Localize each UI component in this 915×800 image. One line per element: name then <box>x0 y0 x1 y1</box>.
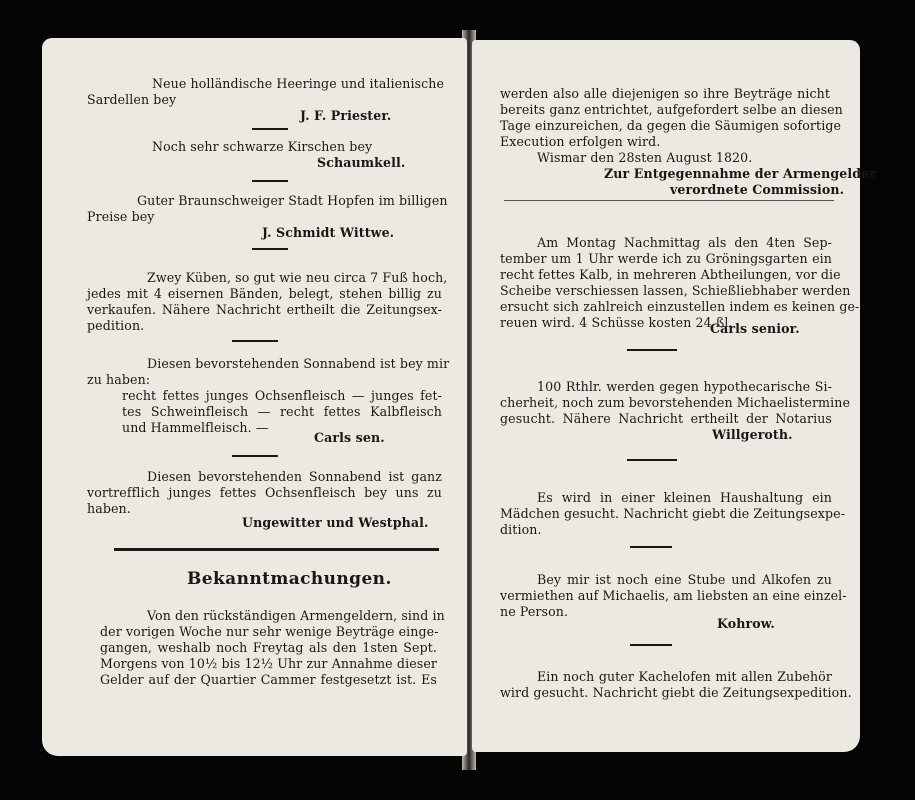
ad8-line-3: gesucht. Nähere Nachricht ertheilt der Notarius <box>500 411 832 426</box>
ad2-line-1: Noch sehr schwarze Kirschen bey <box>152 139 373 154</box>
ad5-line-1: Diesen bevorstehenden Sonnabend ist bey mir <box>147 356 450 371</box>
ad8-line-1: 100 Rthlr. werden gegen hypothecarische Si- <box>537 379 832 394</box>
left-page <box>42 38 467 756</box>
ad9-line-2: Mädchen gesucht. Nachricht giebt die Zeitungsexpe- <box>500 506 846 521</box>
ad11-line-1: Ein noch guter Kachelofen mit allen Zubehör <box>537 669 832 684</box>
right-page <box>472 40 877 752</box>
separator-rule <box>252 180 288 182</box>
ad7-line-4: Scheibe verschiessen lassen, Schießliebhaber werden <box>500 283 851 298</box>
notice-cont-line-1: werden also alle diejenigen so ihre Beyträge nicht <box>500 86 830 101</box>
section-divider <box>114 548 439 551</box>
ad9-line-3: dition. <box>500 522 542 537</box>
notice-cont-line-4: Execution erfolgen wird. <box>500 134 661 149</box>
ad4-line-4: pedition. <box>87 318 145 333</box>
ad10-line-1: Bey mir ist noch eine Stube und Alkofen zu <box>537 572 832 587</box>
separator-rule <box>627 349 677 351</box>
section-heading: Bekanntmachungen. <box>187 569 392 589</box>
separator-rule <box>252 248 288 250</box>
ad8-line-2: cherheit, noch zum bevorstehenden Michaelistermine <box>500 395 850 410</box>
notice-cont-line-3: Tage einzureichen, da gegen die Säumigen sofortige <box>500 118 842 133</box>
ad7-line-6: reuen wird. 4 Schüsse kosten 24 ßl. <box>500 315 733 330</box>
separator-rule <box>627 459 677 461</box>
ad7-line-5: ersucht sich zahlreich einzustellen indem es keinen ge- <box>500 299 860 314</box>
ad1-line-2: Sardellen bey <box>87 92 177 107</box>
ad1-line-1: Neue holländische Heeringe und italienische <box>152 76 445 91</box>
ad3-line-1: Guter Braunschweiger Stadt Hopfen im billigen <box>137 193 448 208</box>
ad5-signature: Carls sen. <box>314 430 385 445</box>
ad3-signature: J. Schmidt Wittwe. <box>262 225 395 240</box>
separator-rule <box>252 128 288 130</box>
ad10-line-3: ne Person. <box>500 604 569 619</box>
ad6-line-3: haben. <box>87 501 131 516</box>
ad11-line-2: wird gesucht. Nachricht giebt die Zeitungsexpedition. <box>500 685 852 700</box>
ad7-signature: Carls senior. <box>710 321 800 336</box>
notice-line-4: Morgens von 10½ bis 12½ Uhr zur Annahme dieser <box>100 656 437 671</box>
notice-line-2: der vorigen Woche nur sehr wenige Beyträge einge- <box>100 624 439 639</box>
notice-cont-line-2: bereits ganz entrichtet, aufgefordert selbe an diesen <box>500 102 843 117</box>
ad5-line-5: und Hammelfleisch. — <box>122 420 269 435</box>
ad4-line-1: Zwey Küben, so gut wie neu circa 7 Fuß hoch, <box>147 270 448 285</box>
ad8-signature: Willgeroth. <box>712 427 793 442</box>
separator-rule <box>630 644 672 646</box>
notice-line-3: gangen, weshalb noch Freytag als den 1sten Sept. <box>100 640 437 655</box>
ad9-line-1: Es wird in einer kleinen Haushaltung ein <box>537 490 832 505</box>
ad5-line-3: recht fettes junges Ochsenfleisch — junges fet- <box>122 388 442 403</box>
ad10-line-2: vermiethen auf Michaelis, am liebsten an eine einzel- <box>500 588 847 603</box>
notice-date: Wismar den 28sten August 1820. <box>537 150 753 165</box>
ad4-line-2: jedes mit 4 eisernen Bänden, belegt, stehen billig zu <box>87 286 442 301</box>
ad1-signature: J. F. Priester. <box>300 108 392 123</box>
section-divider <box>504 200 834 201</box>
ad3-line-2: Preise bey <box>87 209 155 224</box>
ad7-line-1: Am Montag Nachmittag als den 4ten Sep- <box>537 235 832 250</box>
separator-rule <box>232 455 278 457</box>
notice-line-5: Gelder auf der Quartier Cammer festgesetzt ist. Es <box>100 672 437 687</box>
notice-line-1: Von den rückständigen Armengeldern, sind in <box>147 608 445 623</box>
ad6-signature: Ungewitter und Westphal. <box>242 515 429 530</box>
ad6-line-1: Diesen bevorstehenden Sonnabend ist ganz <box>147 469 442 484</box>
notice-signature-2: verordnete Commission. <box>670 182 845 197</box>
separator-rule <box>630 546 672 548</box>
ad6-line-2: vortrefflich junges fettes Ochsenfleisch bey uns zu <box>87 485 442 500</box>
ad5-line-4: tes Schweinfleisch — recht fettes Kalbfleisch <box>122 404 442 419</box>
ad7-line-2: tember um 1 Uhr werde ich zu Gröningsgarten ein <box>500 251 832 266</box>
ad5-line-2: zu haben: <box>87 372 151 387</box>
ad10-signature: Kohrow. <box>717 616 775 631</box>
notice-signature-1: Zur Entgegennahme der Armengelder <box>604 166 877 181</box>
ad4-line-3: verkaufen. Nähere Nachricht ertheilt die Zeitungsex- <box>87 302 442 317</box>
ad7-line-3: recht fettes Kalb, in mehreren Abtheilungen, vor die <box>500 267 841 282</box>
separator-rule <box>232 340 278 342</box>
ad2-signature: Schaumkell. <box>317 155 406 170</box>
